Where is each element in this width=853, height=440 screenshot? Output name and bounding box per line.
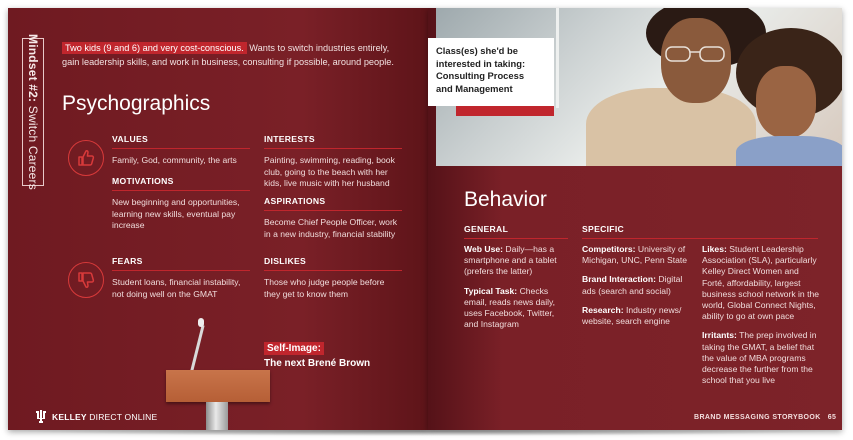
- behavior-title: Behavior: [464, 188, 547, 211]
- list-item: Irritants: The prep involved in taking the GMAT, a belief that the value of MBA programs decrease the further from the school that you live: [702, 330, 817, 386]
- right-page: [428, 8, 842, 430]
- podium-image: [166, 370, 270, 402]
- psychographics-title: Psychographics: [62, 92, 211, 115]
- specific-column-2: [702, 244, 820, 394]
- specific-column: [582, 244, 690, 335]
- self-image-value: The next Brené Brown: [264, 358, 371, 369]
- list-item: Competitors: University of Michigan, UNC, Penn State: [582, 244, 688, 266]
- podium-stand: [206, 402, 228, 430]
- aspirations-heading: ASPIRATIONS: [264, 196, 402, 211]
- motivations-text: New beginning and opportunities, learning new skills, eventual pay increase: [112, 197, 240, 230]
- fears-text: Student loans, financial instability, not doing well on the GMAT: [112, 277, 241, 299]
- kelley-logo: [36, 410, 157, 423]
- fears-block: [112, 256, 250, 300]
- list-item: Typical Task: Checks email, reads news daily, uses Facebook, Twitter, and Instagram: [464, 285, 556, 330]
- list-item: Web Use: Daily—has a smartphone and a tablet (prefers the latter): [464, 244, 557, 277]
- values-heading: VALUES: [112, 134, 250, 149]
- aspirations-block: [264, 196, 402, 240]
- iu-trident-icon: [36, 410, 46, 423]
- open-book: [8, 8, 845, 436]
- thumbs-up-icon: [68, 140, 104, 176]
- glasses-icon: [662, 44, 730, 64]
- general-column: [464, 244, 568, 338]
- side-tab-label: Mindset #2: Switch Careers: [26, 34, 40, 190]
- class-callout-line: interested in taking:: [436, 57, 526, 69]
- self-image: [264, 338, 370, 369]
- values-text: Family, God, community, the arts: [112, 155, 237, 165]
- class-callout: [428, 38, 554, 106]
- specific-heading: SPECIFIC: [582, 224, 818, 239]
- fears-heading: FEARS: [112, 256, 250, 271]
- values-block: [112, 134, 250, 167]
- general-heading: GENERAL: [464, 224, 568, 239]
- logo-text: KELLEY DIRECT ONLINE: [52, 411, 158, 422]
- interests-text: Painting, swimming, reading, book club, going to the beach with her kids, live music with her husband: [264, 155, 395, 188]
- list-item: Research: Industry news/ website, search engine: [582, 304, 682, 327]
- left-page: [8, 8, 428, 430]
- class-callout-line: and Management: [436, 82, 513, 94]
- page-number: 65: [827, 414, 837, 421]
- intro-highlight: Two kids (9 and 6) and very cost-conscious.: [62, 42, 247, 54]
- intro-text: [62, 42, 407, 69]
- microphone-icon: [198, 318, 204, 327]
- intro-rest: Wants to switch industries entirely, gain leadership skills, and work in business, consulting if possible, around people.: [62, 43, 394, 67]
- interests-heading: INTERESTS: [264, 134, 402, 149]
- thumbs-down-icon: [68, 262, 104, 298]
- interests-block: [264, 134, 402, 190]
- footer-title: BRAND MESSAGING STORYBOOK: [694, 414, 821, 421]
- microphone-stem: [190, 325, 205, 372]
- page-footer: [694, 414, 836, 421]
- class-callout-line: Consulting Process: [436, 70, 525, 81]
- motivations-block: [112, 176, 250, 232]
- list-item: Brand Interaction: Digital ads (search and social): [582, 274, 683, 296]
- motivations-heading: MOTIVATIONS: [112, 176, 250, 191]
- list-item: Likes: Student Leadership Association (SLA), particularly Kelley Direct Women and Forté, affordability, largest business school network in the world, Global Connect Nights, ability to go at own pace: [702, 244, 820, 322]
- class-callout-line: Class(es) she'd be: [436, 45, 518, 56]
- self-image-label: Self-Image:: [264, 342, 324, 355]
- dislikes-text: Those who judge people before they get to know them: [264, 277, 385, 299]
- dislikes-heading: DISLIKES: [264, 256, 402, 271]
- aspirations-text: Become Chief People Officer, work in a new industry, financial stability: [264, 217, 398, 239]
- class-callout-accent: [456, 106, 554, 116]
- dislikes-block: [264, 256, 402, 300]
